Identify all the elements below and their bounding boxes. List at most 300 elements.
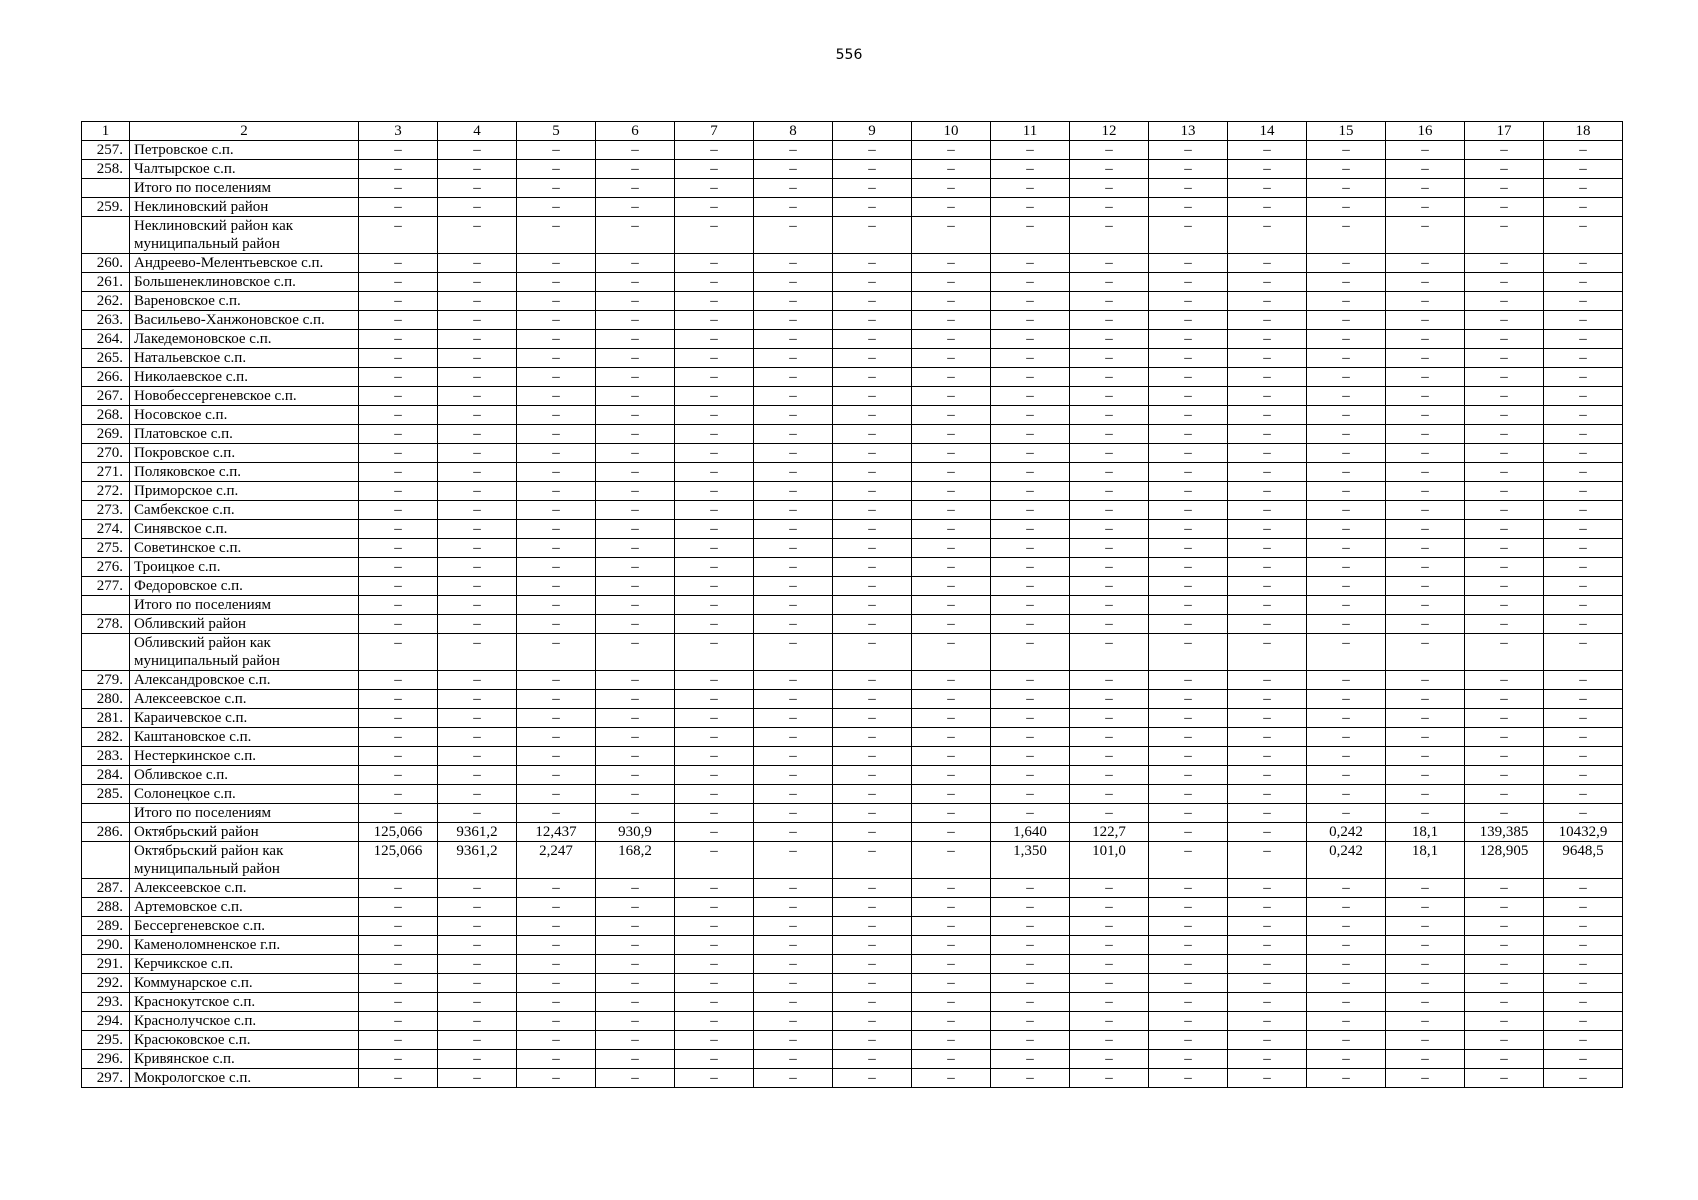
row-number [82,804,130,823]
value-cell: – [359,671,438,690]
value-cell: – [1465,387,1544,406]
row-number: 258. [82,160,130,179]
row-name: Обливский район [130,615,359,634]
value-cell: – [1386,917,1465,936]
value-cell: – [675,1031,754,1050]
row-number: 279. [82,671,130,690]
value-cell: – [359,160,438,179]
value-cell: – [1544,577,1623,596]
value-cell: – [1070,387,1149,406]
value-cell: – [1465,1050,1544,1069]
row-number: 265. [82,349,130,368]
value-cell: – [912,179,991,198]
value-cell: – [1386,558,1465,577]
value-cell: – [438,482,517,501]
value-cell: – [991,330,1070,349]
row-name: Советинское с.п. [130,539,359,558]
table-row [82,879,1623,898]
value-cell: – [517,558,596,577]
value-cell: – [1544,1012,1623,1031]
value-cell: – [517,406,596,425]
value-cell: – [438,160,517,179]
value-cell: – [675,463,754,482]
value-cell: – [754,463,833,482]
value-cell: – [1228,1050,1307,1069]
value-cell: – [754,292,833,311]
value-cell: – [991,596,1070,615]
row-name: Вареновское с.п. [130,292,359,311]
table-row [82,160,1623,179]
row-name: Андреево-Мелентьевское с.п. [130,254,359,273]
value-cell: – [1307,254,1386,273]
value-cell: – [1070,1069,1149,1088]
value-cell: – [596,349,675,368]
value-cell: – [754,709,833,728]
value-cell: – [991,160,1070,179]
value-cell: – [1228,558,1307,577]
value-cell: – [991,368,1070,387]
value-cell: – [1544,179,1623,198]
value-cell: – [1307,217,1386,254]
table-row [82,936,1623,955]
value-cell: – [1070,879,1149,898]
table-row [82,1012,1623,1031]
value-cell: – [1465,993,1544,1012]
row-number: 276. [82,558,130,577]
table-row [82,520,1623,539]
value-cell: – [359,311,438,330]
value-cell: – [991,501,1070,520]
value-cell: – [1228,160,1307,179]
value-cell: – [1070,141,1149,160]
value-cell: – [1386,273,1465,292]
value-cell: – [596,747,675,766]
value-cell: – [754,577,833,596]
value-cell: – [912,936,991,955]
value-cell: – [754,501,833,520]
value-cell: – [1386,766,1465,785]
value-cell: – [1228,179,1307,198]
value-cell: – [754,406,833,425]
value-cell: – [359,596,438,615]
value-cell: – [912,577,991,596]
value-cell: 18,1 [1386,823,1465,842]
table-row [82,671,1623,690]
table-row [82,292,1623,311]
table-row [82,311,1623,330]
row-number: 295. [82,1031,130,1050]
value-cell: – [596,728,675,747]
column-header: 1 [82,122,130,141]
value-cell: 125,066 [359,823,438,842]
value-cell: – [596,387,675,406]
value-cell: – [1149,577,1228,596]
value-cell: – [991,141,1070,160]
value-cell: – [675,349,754,368]
row-name: Обливский район как муниципальный район [130,634,359,671]
value-cell: – [438,311,517,330]
value-cell: – [833,387,912,406]
table-row [82,558,1623,577]
value-cell: – [1149,1012,1228,1031]
value-cell: – [675,217,754,254]
table-row [82,766,1623,785]
value-cell: – [438,330,517,349]
table-row [82,898,1623,917]
value-cell: – [1544,311,1623,330]
value-cell: – [1228,501,1307,520]
value-cell: – [517,349,596,368]
table-body [82,122,1623,1088]
value-cell: – [1149,311,1228,330]
row-number: 274. [82,520,130,539]
data-table [81,121,1623,1088]
row-number: 282. [82,728,130,747]
value-cell: – [1307,766,1386,785]
value-cell: – [1070,501,1149,520]
value-cell: – [912,1012,991,1031]
value-cell: – [991,634,1070,671]
value-cell: – [912,406,991,425]
value-cell: – [596,406,675,425]
value-cell: – [754,1050,833,1069]
column-header: 18 [1544,122,1623,141]
value-cell: – [1228,387,1307,406]
table-row [82,463,1623,482]
value-cell: – [1228,615,1307,634]
table-row [82,955,1623,974]
value-cell: – [1386,406,1465,425]
value-cell: – [912,141,991,160]
value-cell: – [833,539,912,558]
value-cell: – [1070,615,1149,634]
value-cell: – [1307,387,1386,406]
value-cell: – [1465,728,1544,747]
value-cell: – [1386,1069,1465,1088]
column-header: 4 [438,122,517,141]
value-cell: – [1386,634,1465,671]
row-name: Каменоломненское г.п. [130,936,359,955]
value-cell: – [675,804,754,823]
value-cell: – [438,463,517,482]
value-cell: – [517,311,596,330]
value-cell: – [675,368,754,387]
value-cell: – [675,974,754,993]
value-cell: – [833,1050,912,1069]
value-cell: – [833,254,912,273]
value-cell: – [675,842,754,879]
value-cell: – [1070,311,1149,330]
value-cell: – [1307,539,1386,558]
value-cell: – [1465,936,1544,955]
value-cell: – [754,615,833,634]
value-cell: – [912,520,991,539]
value-cell: – [517,879,596,898]
value-cell: – [1544,198,1623,217]
value-cell: – [833,330,912,349]
value-cell: – [438,273,517,292]
value-cell: – [833,292,912,311]
row-name: Новобессергеневское с.п. [130,387,359,406]
value-cell: – [359,387,438,406]
value-cell: – [833,501,912,520]
value-cell: – [1149,179,1228,198]
value-cell: 0,242 [1307,823,1386,842]
value-cell: – [1465,766,1544,785]
row-name: Керчикское с.п. [130,955,359,974]
column-header: 12 [1070,122,1149,141]
row-name: Нестеркинское с.п. [130,747,359,766]
value-cell: – [517,728,596,747]
value-cell: – [754,898,833,917]
value-cell: – [1465,406,1544,425]
value-cell: – [596,198,675,217]
value-cell: – [912,690,991,709]
value-cell: – [1465,198,1544,217]
table-row [82,577,1623,596]
value-cell: – [1228,842,1307,879]
value-cell: – [675,671,754,690]
table-row [82,1031,1623,1050]
row-name: Приморское с.п. [130,482,359,501]
value-cell: – [1465,254,1544,273]
row-number: 292. [82,974,130,993]
value-cell: – [517,160,596,179]
value-cell: – [517,217,596,254]
value-cell: – [438,1050,517,1069]
value-cell: – [754,387,833,406]
value-cell: – [438,615,517,634]
value-cell: – [754,1031,833,1050]
value-cell: – [675,558,754,577]
value-cell: – [596,898,675,917]
value-cell: – [517,993,596,1012]
value-cell: – [1544,1031,1623,1050]
value-cell: 139,385 [1465,823,1544,842]
value-cell: – [754,520,833,539]
table-row [82,804,1623,823]
value-cell: – [991,349,1070,368]
value-cell: – [1544,596,1623,615]
value-cell: – [359,690,438,709]
value-cell: – [1307,728,1386,747]
value-cell: – [1386,671,1465,690]
value-cell: – [1544,406,1623,425]
value-cell: – [1228,993,1307,1012]
value-cell: – [1149,1069,1228,1088]
value-cell: – [596,444,675,463]
value-cell: – [754,917,833,936]
value-cell: – [991,463,1070,482]
value-cell: – [1307,463,1386,482]
value-cell: – [1307,1012,1386,1031]
value-cell: – [991,936,1070,955]
value-cell: – [596,1012,675,1031]
value-cell: – [754,955,833,974]
value-cell: – [1149,444,1228,463]
value-cell: – [517,936,596,955]
value-cell: – [1386,709,1465,728]
value-cell: – [991,387,1070,406]
value-cell: – [517,671,596,690]
value-cell: – [1307,179,1386,198]
value-cell: – [675,993,754,1012]
value-cell: – [1465,501,1544,520]
row-name: Покровское с.п. [130,444,359,463]
value-cell: – [912,330,991,349]
value-cell: – [1149,804,1228,823]
value-cell: – [912,292,991,311]
value-cell: – [1070,425,1149,444]
value-cell: – [1070,368,1149,387]
row-number: 268. [82,406,130,425]
value-cell: – [596,501,675,520]
value-cell: – [912,671,991,690]
value-cell: – [754,482,833,501]
column-header: 17 [1465,122,1544,141]
value-cell: – [754,444,833,463]
value-cell: – [359,444,438,463]
value-cell: – [517,1069,596,1088]
row-name: Николаевское с.п. [130,368,359,387]
value-cell: – [359,1012,438,1031]
value-cell: – [1544,520,1623,539]
value-cell: – [1307,273,1386,292]
value-cell: – [1544,917,1623,936]
value-cell: – [1465,671,1544,690]
value-cell: – [1544,766,1623,785]
row-number: 277. [82,577,130,596]
value-cell: – [1307,292,1386,311]
value-cell: – [438,558,517,577]
value-cell: – [754,330,833,349]
value-cell: – [1544,879,1623,898]
row-number: 278. [82,615,130,634]
row-number: 286. [82,823,130,842]
value-cell: – [1386,482,1465,501]
value-cell: – [1307,671,1386,690]
value-cell: – [754,273,833,292]
value-cell: – [438,785,517,804]
value-cell: – [1544,690,1623,709]
value-cell: – [1228,482,1307,501]
value-cell: – [833,974,912,993]
row-number: 294. [82,1012,130,1031]
value-cell: – [912,444,991,463]
table-row [82,444,1623,463]
row-name: Октябрьский район [130,823,359,842]
value-cell: – [1386,898,1465,917]
value-cell: – [596,690,675,709]
value-cell: – [1070,1031,1149,1050]
row-name: Каштановское с.п. [130,728,359,747]
column-header: 9 [833,122,912,141]
value-cell: – [438,634,517,671]
table-row [82,615,1623,634]
value-cell: – [359,615,438,634]
value-cell: – [1386,747,1465,766]
value-cell: – [1149,330,1228,349]
value-cell: – [1465,349,1544,368]
value-cell: – [517,425,596,444]
value-cell: – [675,444,754,463]
value-cell: – [833,785,912,804]
value-cell: – [1070,482,1149,501]
value-cell: – [359,141,438,160]
value-cell: – [1386,198,1465,217]
row-name: Кривянское с.п. [130,1050,359,1069]
column-header: 14 [1228,122,1307,141]
value-cell: – [1149,747,1228,766]
value-cell: – [1149,955,1228,974]
value-cell: – [596,917,675,936]
value-cell: – [1307,425,1386,444]
value-cell: – [754,690,833,709]
value-cell: 10432,9 [1544,823,1623,842]
value-cell: – [438,292,517,311]
value-cell: – [1465,709,1544,728]
value-cell: – [359,1050,438,1069]
value-cell: – [596,273,675,292]
value-cell: – [596,1031,675,1050]
value-cell: – [833,425,912,444]
value-cell: – [438,1069,517,1088]
value-cell: 101,0 [1070,842,1149,879]
value-cell: – [754,842,833,879]
value-cell: – [991,955,1070,974]
value-cell: – [517,615,596,634]
column-header: 2 [130,122,359,141]
row-name: Коммунарское с.п. [130,974,359,993]
value-cell: – [912,425,991,444]
row-name: Караичевское с.п. [130,709,359,728]
value-cell: – [1386,141,1465,160]
value-cell: – [359,879,438,898]
value-cell: – [1386,577,1465,596]
value-cell: – [1070,160,1149,179]
value-cell: – [1386,349,1465,368]
row-number: 280. [82,690,130,709]
value-cell: – [1386,1012,1465,1031]
value-cell: – [675,634,754,671]
value-cell: – [833,671,912,690]
value-cell: – [833,1031,912,1050]
value-cell: – [1386,217,1465,254]
value-cell: – [675,273,754,292]
value-cell: – [991,198,1070,217]
value-cell: – [1070,747,1149,766]
value-cell: – [1228,311,1307,330]
value-cell: – [1386,1050,1465,1069]
value-cell: – [1307,1069,1386,1088]
value-cell: – [438,596,517,615]
value-cell: – [438,501,517,520]
value-cell: – [833,728,912,747]
value-cell: – [833,766,912,785]
value-cell: – [754,558,833,577]
value-cell: – [754,311,833,330]
table-row [82,501,1623,520]
value-cell: – [596,785,675,804]
value-cell: – [991,254,1070,273]
value-cell: – [912,766,991,785]
value-cell: – [1228,406,1307,425]
row-number: 259. [82,198,130,217]
value-cell: – [1070,993,1149,1012]
value-cell: – [833,615,912,634]
value-cell: – [1307,141,1386,160]
value-cell: – [754,936,833,955]
